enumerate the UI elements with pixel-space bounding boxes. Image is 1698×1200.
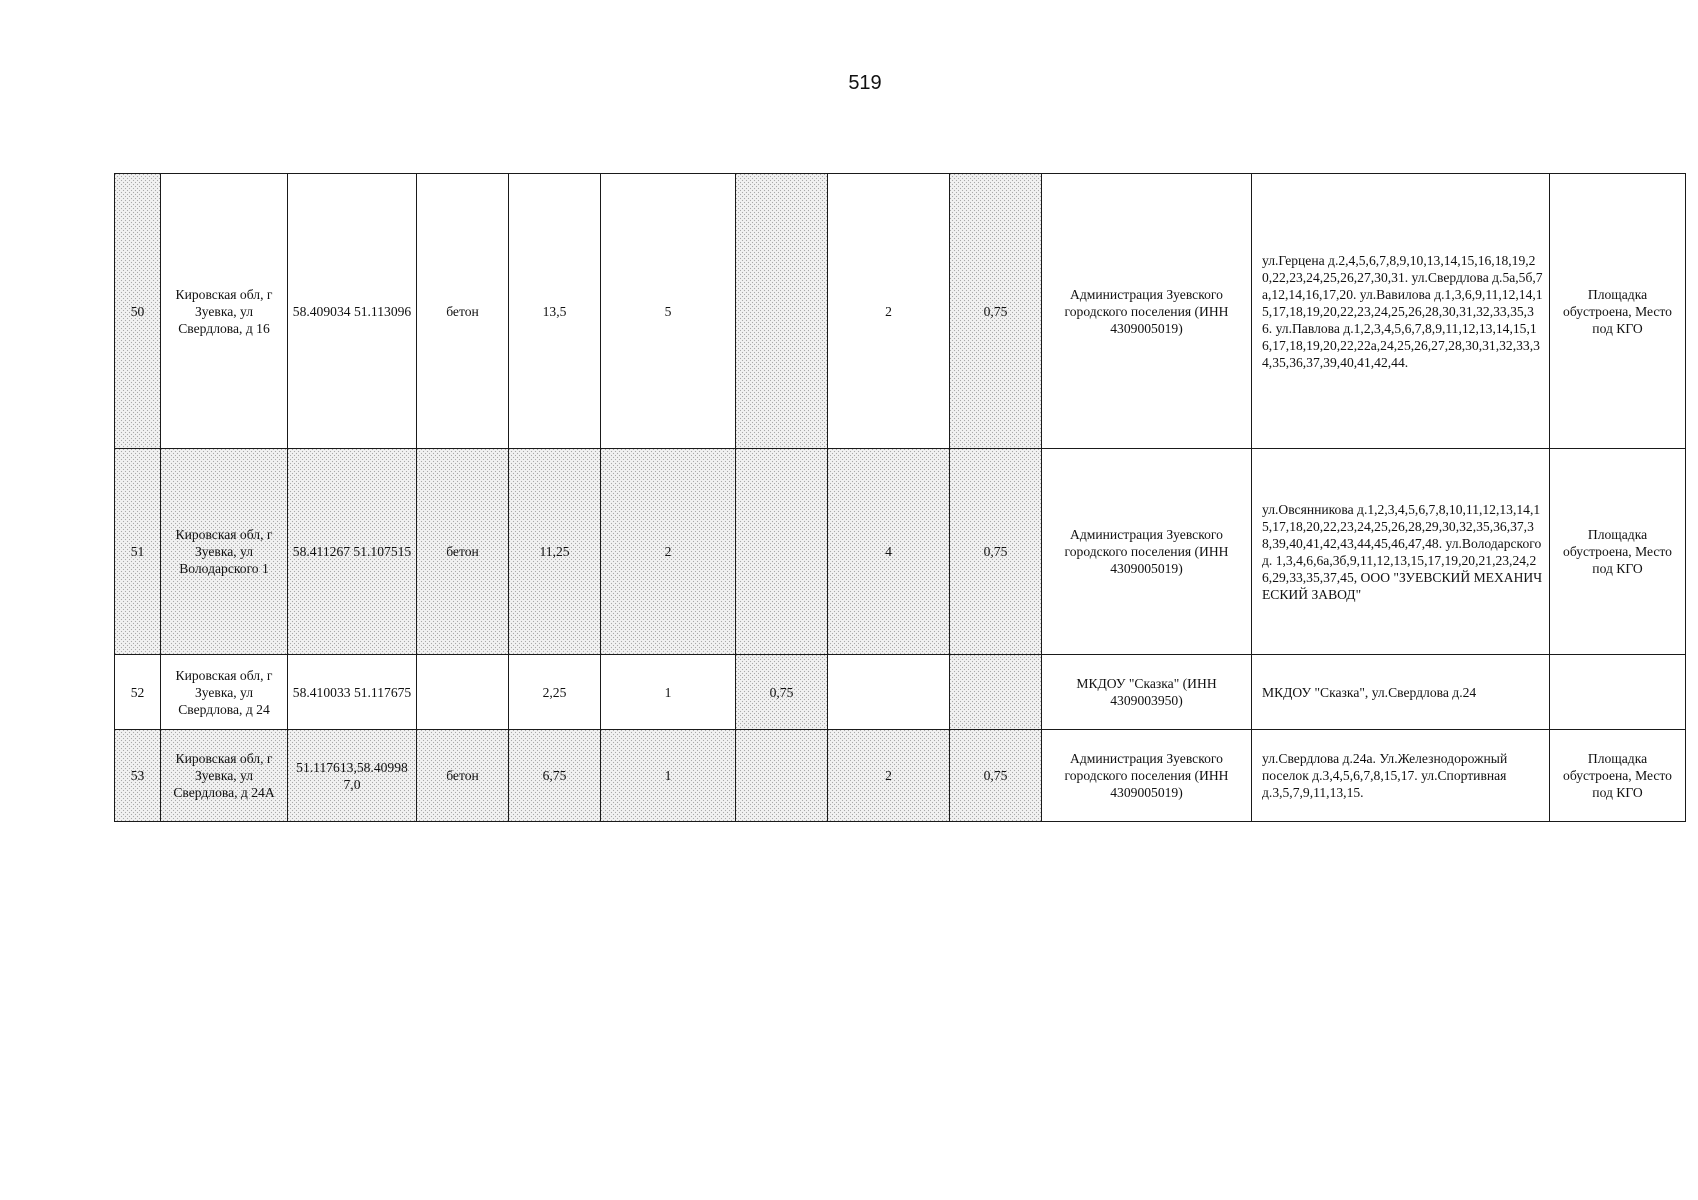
- surface-cell: бетон: [417, 730, 509, 822]
- row-number-cell: 50: [115, 174, 161, 449]
- bin-volume-cell: 0,75: [950, 174, 1042, 449]
- table-row: [115, 655, 1686, 730]
- container-count-cell: 2: [601, 449, 736, 655]
- coordinates-cell: 58.409034 51.113096: [288, 174, 417, 449]
- bin-volume-cell: [950, 655, 1042, 730]
- address-cell: Кировская обл, г Зуевка, ул Свердлова, д 16: [161, 174, 288, 449]
- area-cell: 13,5: [509, 174, 601, 449]
- status-cell: [1550, 655, 1686, 730]
- coordinates-cell: 58.411267 51.107515: [288, 449, 417, 655]
- container-count-cell: 1: [601, 730, 736, 822]
- bin-volume-cell: 0,75: [950, 449, 1042, 655]
- status-cell: Площадка обустроена, Место под КГО: [1550, 449, 1686, 655]
- status-cell: Площадка обустроена, Место под КГО: [1550, 174, 1686, 449]
- owner-cell: Администрация Зуевского городского поселения (ИНН 4309005019): [1042, 449, 1252, 655]
- bin-count-cell: [828, 655, 950, 730]
- volume-cell: 0,75: [736, 655, 828, 730]
- surface-cell: бетон: [417, 449, 509, 655]
- address-cell: Кировская обл, г Зуевка, ул Володарского 1: [161, 449, 288, 655]
- table-row: [115, 174, 1686, 449]
- area-cell: 6,75: [509, 730, 601, 822]
- bin-count-cell: 2: [828, 174, 950, 449]
- waste-sites-table: [114, 173, 1686, 822]
- status-cell: Площадка обустроена, Место под КГО: [1550, 730, 1686, 822]
- surface-cell: бетон: [417, 174, 509, 449]
- area-cell: 2,25: [509, 655, 601, 730]
- coordinates-cell: 51.117613,58.409987,0: [288, 730, 417, 822]
- served-objects-cell: ул.Свердлова д.24а. Ул.Железнодорожный поселок д.3,4,5,6,7,8,15,17. ул.Спортивная д.3,5,7,9,11,13,15.: [1252, 730, 1550, 822]
- address-cell: Кировская обл, г Зуевка, ул Свердлова, д 24А: [161, 730, 288, 822]
- table-row: [115, 449, 1686, 655]
- row-number-cell: 52: [115, 655, 161, 730]
- bin-count-cell: 2: [828, 730, 950, 822]
- table-row: [115, 730, 1686, 822]
- container-count-cell: 5: [601, 174, 736, 449]
- area-cell: 11,25: [509, 449, 601, 655]
- served-objects-cell: ул.Герцена д.2,4,5,6,7,8,9,10,13,14,15,16,18,19,20,22,23,24,25,26,27,30,31. ул.Свердлова д.5а,5б,7а,12,14,16,17,20. ул.Вавилова д.1,3,6,9,11,12,14,15,17,18,19,20,22,23,24,25,26,28,30,31,32,33,35,36. ул.Павлова д.1,2,3,4,5,6,7,8,9,11,12,13,14,15,16,17,18,19,20,22,22а,24,25,26,27,28,30,31,32,33,34,35,36,37,39,40,41,42,44.: [1252, 174, 1550, 449]
- served-objects-cell: ул.Овсянникова д.1,2,3,4,5,6,7,8,10,11,12,13,14,15,17,18,20,22,23,24,25,26,28,29,30,32,35,36,37,38,39,40,41,42,43,44,45,46,47,48. ул.Володарского д. 1,3,4,6,6а,3б,9,11,12,13,15,17,19,20,21,23,24,26,29,33,35,37,45, ООО "ЗУЕВСКИЙ МЕХАНИЧЕСКИЙ ЗАВОД": [1252, 449, 1550, 655]
- container-count-cell: 1: [601, 655, 736, 730]
- address-cell: Кировская обл, г Зуевка, ул Свердлова, д 24: [161, 655, 288, 730]
- coordinates-cell: 58.410033 51.117675: [288, 655, 417, 730]
- volume-cell: [736, 449, 828, 655]
- volume-cell: [736, 730, 828, 822]
- owner-cell: Администрация Зуевского городского поселения (ИНН 4309005019): [1042, 730, 1252, 822]
- bin-volume-cell: 0,75: [950, 730, 1042, 822]
- owner-cell: МКДОУ "Сказка" (ИНН 4309003950): [1042, 655, 1252, 730]
- owner-cell: Администрация Зуевского городского поселения (ИНН 4309005019): [1042, 174, 1252, 449]
- volume-cell: [736, 174, 828, 449]
- row-number-cell: 53: [115, 730, 161, 822]
- row-number-cell: 51: [115, 449, 161, 655]
- surface-cell: [417, 655, 509, 730]
- bin-count-cell: 4: [828, 449, 950, 655]
- page-number: 519: [848, 72, 882, 94]
- served-objects-cell: МКДОУ "Сказка", ул.Свердлова д.24: [1252, 655, 1550, 730]
